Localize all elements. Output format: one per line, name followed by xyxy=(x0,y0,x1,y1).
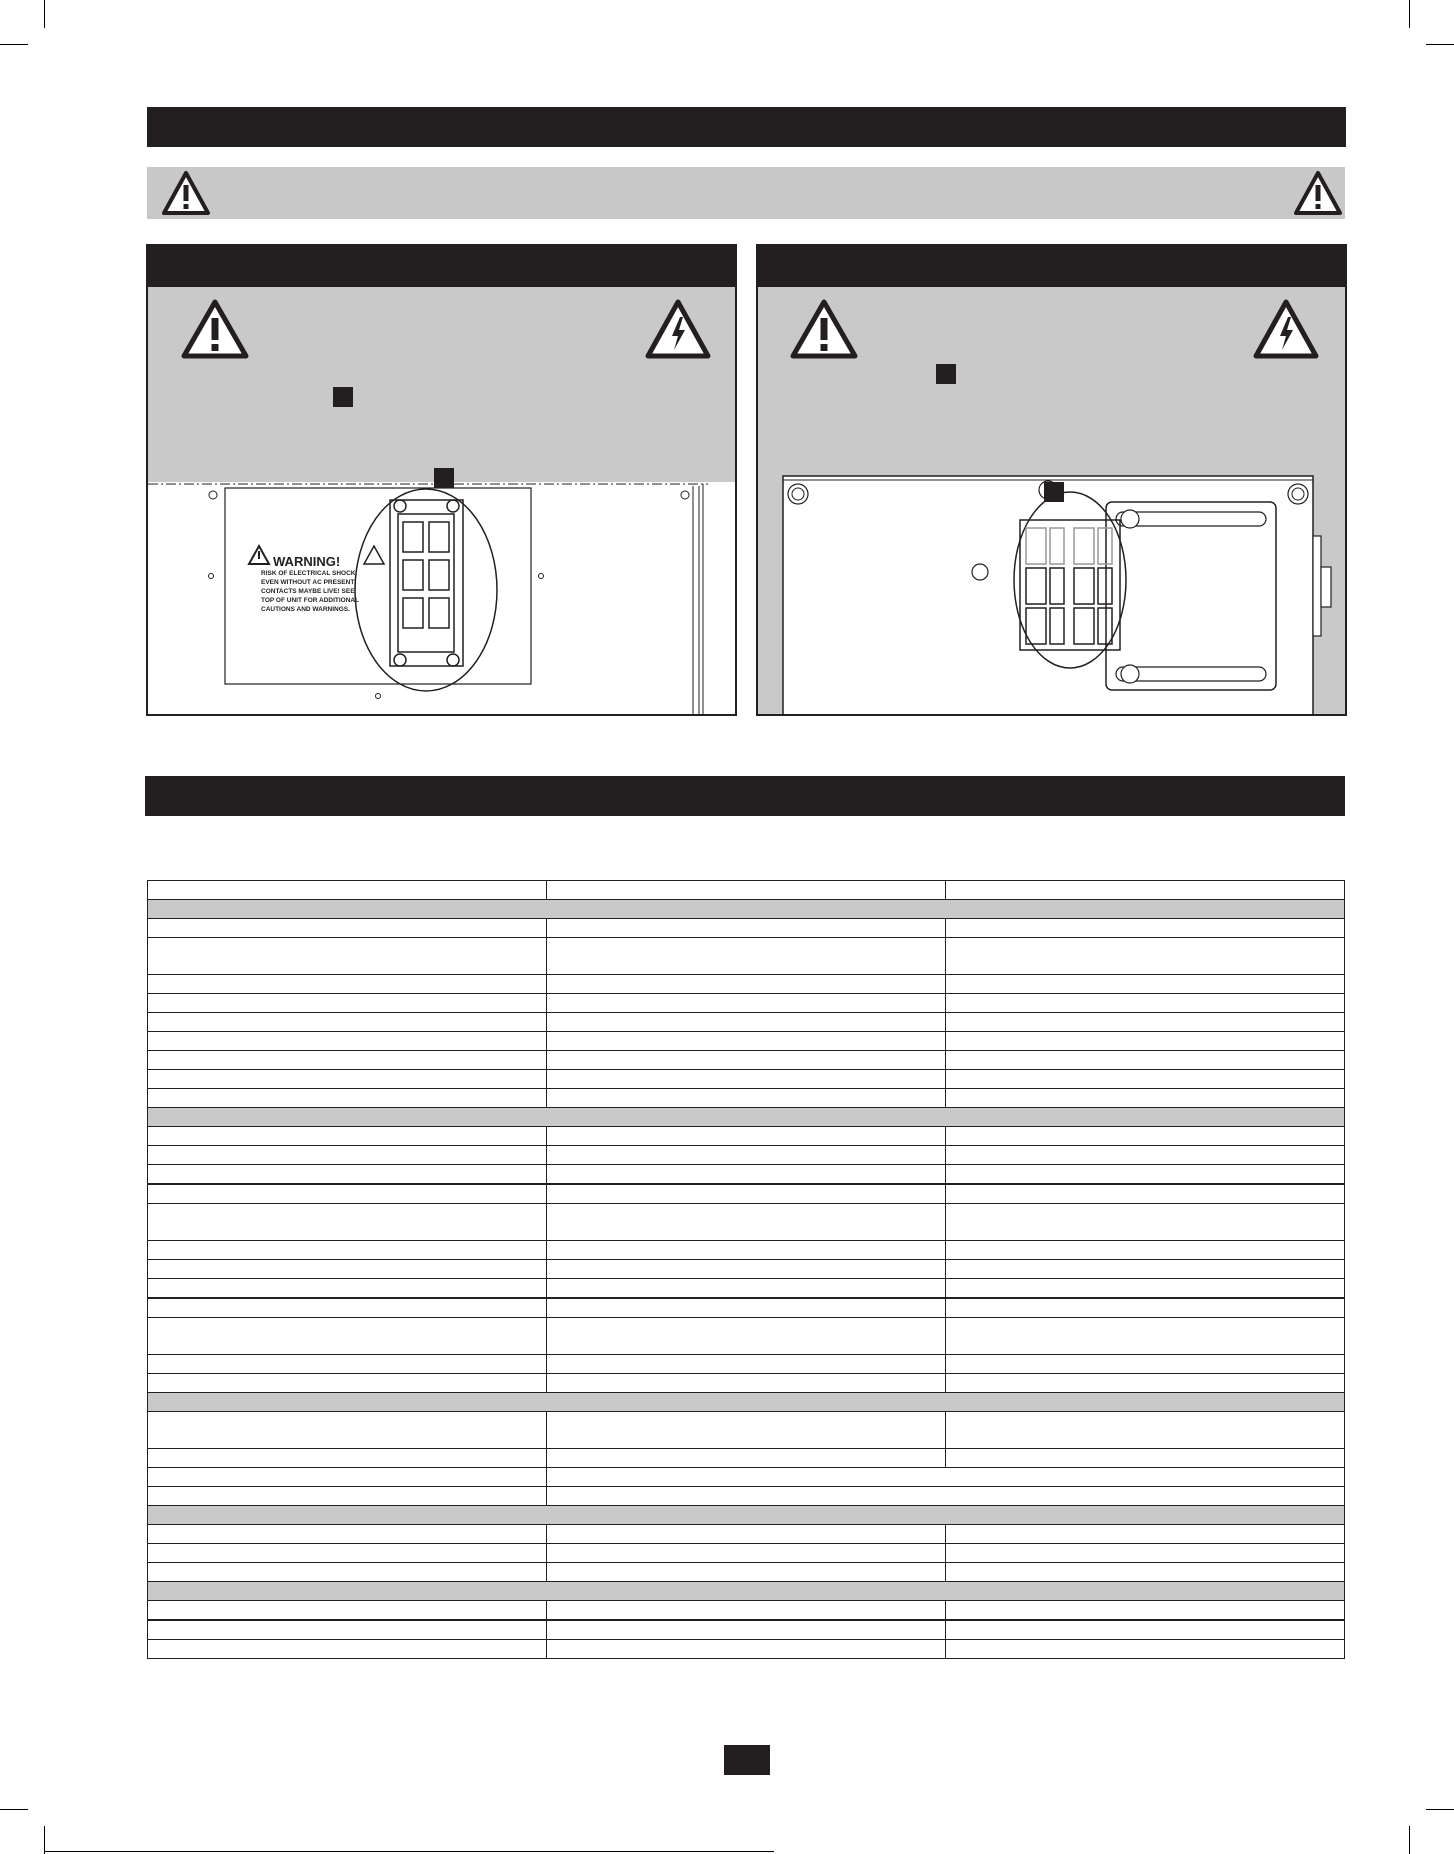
table-cell xyxy=(946,1374,1345,1393)
table-section-row xyxy=(148,1506,1345,1525)
table-cell xyxy=(148,1184,547,1204)
table-cell xyxy=(547,1013,946,1032)
table-cell xyxy=(547,1487,1345,1506)
right-panel xyxy=(756,244,1347,716)
table-row xyxy=(148,1184,1345,1204)
table-row xyxy=(148,1051,1345,1070)
table-cell xyxy=(946,1601,1345,1621)
table-cell xyxy=(148,919,547,938)
table-cell xyxy=(148,1582,1345,1601)
table-cell xyxy=(148,1032,547,1051)
table-row xyxy=(148,1298,1345,1318)
warning-strip xyxy=(147,167,1345,219)
table-cell xyxy=(946,1544,1345,1563)
table-row xyxy=(148,1640,1345,1659)
table-cell xyxy=(547,1032,946,1051)
table-row xyxy=(148,1544,1345,1563)
table-cell xyxy=(946,1032,1345,1051)
table-cell xyxy=(148,1108,1345,1127)
table-section-row xyxy=(148,1393,1345,1412)
table-cell xyxy=(547,1204,946,1241)
warning-triangle-icon xyxy=(789,298,859,360)
warning-label-title: WARNING! xyxy=(273,554,341,569)
callout-marker xyxy=(333,387,353,407)
table-row xyxy=(148,1165,1345,1185)
table-row xyxy=(148,975,1345,994)
table-cell xyxy=(148,1449,547,1468)
table-cell xyxy=(148,994,547,1013)
table-cell xyxy=(547,1620,946,1640)
crop-mark xyxy=(1426,1809,1454,1810)
specifications-table xyxy=(147,880,1345,1659)
table-cell xyxy=(946,1563,1345,1582)
left-panel xyxy=(146,244,737,716)
warning-label-line: RISK OF ELECTRICAL SHOCK xyxy=(261,570,356,577)
warning-label-line: CAUTIONS AND WARNINGS. xyxy=(261,606,350,613)
table-cell xyxy=(148,1640,547,1659)
drawing-callout-marker xyxy=(434,468,454,488)
table-cell xyxy=(148,1241,547,1260)
table-cell xyxy=(148,1468,547,1487)
table-cell xyxy=(547,1563,946,1582)
drawing-callout-marker xyxy=(1044,482,1064,502)
table-cell xyxy=(946,1089,1345,1108)
table-cell xyxy=(148,975,547,994)
table-cell xyxy=(547,1525,946,1544)
table-cell xyxy=(946,1070,1345,1089)
table-cell xyxy=(148,1563,547,1582)
warning-triangle-icon xyxy=(1293,170,1343,216)
table-cell xyxy=(547,938,946,975)
warning-label-line: CONTACTS MAYBE LIVE! SEE xyxy=(261,588,355,595)
table-section-row xyxy=(148,1582,1345,1601)
table-cell xyxy=(547,1070,946,1089)
table-cell xyxy=(148,938,547,975)
warning-label xyxy=(261,554,391,614)
table-cell xyxy=(148,1601,547,1621)
table-row xyxy=(148,1241,1345,1260)
callout-marker xyxy=(936,364,956,384)
table-cell xyxy=(547,1355,946,1374)
table-cell xyxy=(547,919,946,938)
table-row xyxy=(148,919,1345,938)
table-cell xyxy=(547,1146,946,1165)
table-cell xyxy=(946,1184,1345,1204)
table-section-row xyxy=(148,900,1345,919)
table-cell xyxy=(547,1127,946,1146)
table-cell xyxy=(547,1601,946,1621)
table-row xyxy=(148,1318,1345,1355)
table-cell xyxy=(547,1165,946,1185)
table-cell xyxy=(946,1298,1345,1318)
table-row xyxy=(148,1374,1345,1393)
table-cell xyxy=(946,975,1345,994)
crop-mark xyxy=(0,44,28,45)
panel-header xyxy=(758,246,1345,287)
table-cell xyxy=(148,1393,1345,1412)
crop-mark xyxy=(44,0,45,28)
table-cell xyxy=(148,1355,547,1374)
table-cell xyxy=(946,919,1345,938)
table-cell xyxy=(946,1260,1345,1279)
table-cell xyxy=(547,1374,946,1393)
table-cell xyxy=(946,1640,1345,1659)
table-cell xyxy=(547,1279,946,1299)
table-cell xyxy=(946,1620,1345,1640)
table-cell xyxy=(148,1525,547,1544)
crop-mark xyxy=(1409,1826,1410,1854)
table-cell xyxy=(946,1165,1345,1185)
table-cell xyxy=(547,881,946,900)
table-cell xyxy=(148,1127,547,1146)
electric-hazard-icon xyxy=(644,298,712,360)
table-cell xyxy=(946,1279,1345,1299)
unit-drawing xyxy=(148,482,735,714)
table-row xyxy=(148,1412,1345,1449)
table-cell xyxy=(946,1449,1345,1468)
table-cell xyxy=(946,1355,1345,1374)
crop-mark xyxy=(1426,44,1454,45)
electric-hazard-icon xyxy=(1252,298,1320,360)
table-cell xyxy=(148,1506,1345,1525)
table-cell xyxy=(946,1146,1345,1165)
table-row xyxy=(148,994,1345,1013)
section-header-bar xyxy=(145,776,1345,816)
table-cell xyxy=(946,1318,1345,1355)
table-cell xyxy=(547,1051,946,1070)
table-cell xyxy=(148,1544,547,1563)
table-cell xyxy=(148,1374,547,1393)
table-row xyxy=(148,1601,1345,1621)
table-cell xyxy=(946,1204,1345,1241)
table-row xyxy=(148,1563,1345,1582)
table-cell xyxy=(946,1412,1345,1449)
table-row xyxy=(148,1620,1345,1640)
table-row xyxy=(148,1146,1345,1165)
table-cell xyxy=(148,1013,547,1032)
table-cell xyxy=(547,994,946,1013)
table-row xyxy=(148,881,1345,900)
table-cell xyxy=(148,1279,547,1299)
table-row xyxy=(148,1089,1345,1108)
crop-mark xyxy=(44,1826,45,1854)
table-cell xyxy=(148,1089,547,1108)
table-cell xyxy=(547,1089,946,1108)
table-section-row xyxy=(148,1108,1345,1127)
table-cell xyxy=(946,1127,1345,1146)
table-row xyxy=(148,1279,1345,1299)
table-cell xyxy=(946,994,1345,1013)
table-cell xyxy=(547,1544,946,1563)
table-cell xyxy=(148,900,1345,919)
crop-mark xyxy=(1409,0,1410,28)
table-cell xyxy=(148,1412,547,1449)
table-cell xyxy=(946,1013,1345,1032)
table-cell xyxy=(547,1184,946,1204)
table-cell xyxy=(547,1260,946,1279)
warning-label-line: EVEN WITHOUT AC PRESENT xyxy=(261,579,355,586)
table-row xyxy=(148,1260,1345,1279)
table-cell xyxy=(547,1640,946,1659)
page-number-box xyxy=(724,1745,770,1775)
table-cell xyxy=(148,1318,547,1355)
table-row xyxy=(148,1127,1345,1146)
table-row xyxy=(148,1204,1345,1241)
table-cell xyxy=(148,1298,547,1318)
table-cell xyxy=(946,1525,1345,1544)
table-row xyxy=(148,1355,1345,1374)
table-cell xyxy=(148,1146,547,1165)
table-cell xyxy=(547,975,946,994)
panel-header xyxy=(148,246,735,287)
table-cell xyxy=(946,938,1345,975)
table-cell xyxy=(547,1241,946,1260)
table-cell xyxy=(148,1070,547,1089)
table-cell xyxy=(148,1620,547,1640)
table-row xyxy=(148,938,1345,975)
table-cell xyxy=(547,1449,946,1468)
table-cell xyxy=(946,881,1345,900)
table-row xyxy=(148,1013,1345,1032)
table-cell xyxy=(148,1487,547,1506)
crop-mark xyxy=(0,1809,28,1810)
table-row xyxy=(148,1525,1345,1544)
table-row xyxy=(148,1487,1345,1506)
table-row xyxy=(148,1070,1345,1089)
section-header-bar xyxy=(147,107,1346,147)
unit-drawing xyxy=(758,472,1347,716)
bottom-rule xyxy=(44,1851,774,1852)
table-cell xyxy=(148,1204,547,1241)
table-row xyxy=(148,1032,1345,1051)
table-cell xyxy=(148,881,547,900)
table-cell xyxy=(547,1468,1345,1487)
table-row xyxy=(148,1468,1345,1487)
warning-triangle-icon xyxy=(161,170,211,216)
table-cell xyxy=(148,1260,547,1279)
table-cell xyxy=(547,1412,946,1449)
table-cell xyxy=(148,1051,547,1070)
table-cell xyxy=(946,1241,1345,1260)
table-cell xyxy=(946,1051,1345,1070)
table-cell xyxy=(547,1318,946,1355)
table-row xyxy=(148,1449,1345,1468)
warning-triangle-icon xyxy=(180,298,250,360)
table-cell xyxy=(148,1165,547,1185)
table-cell xyxy=(547,1298,946,1318)
warning-label-line: TOP OF UNIT FOR ADDITIONAL xyxy=(261,597,360,604)
